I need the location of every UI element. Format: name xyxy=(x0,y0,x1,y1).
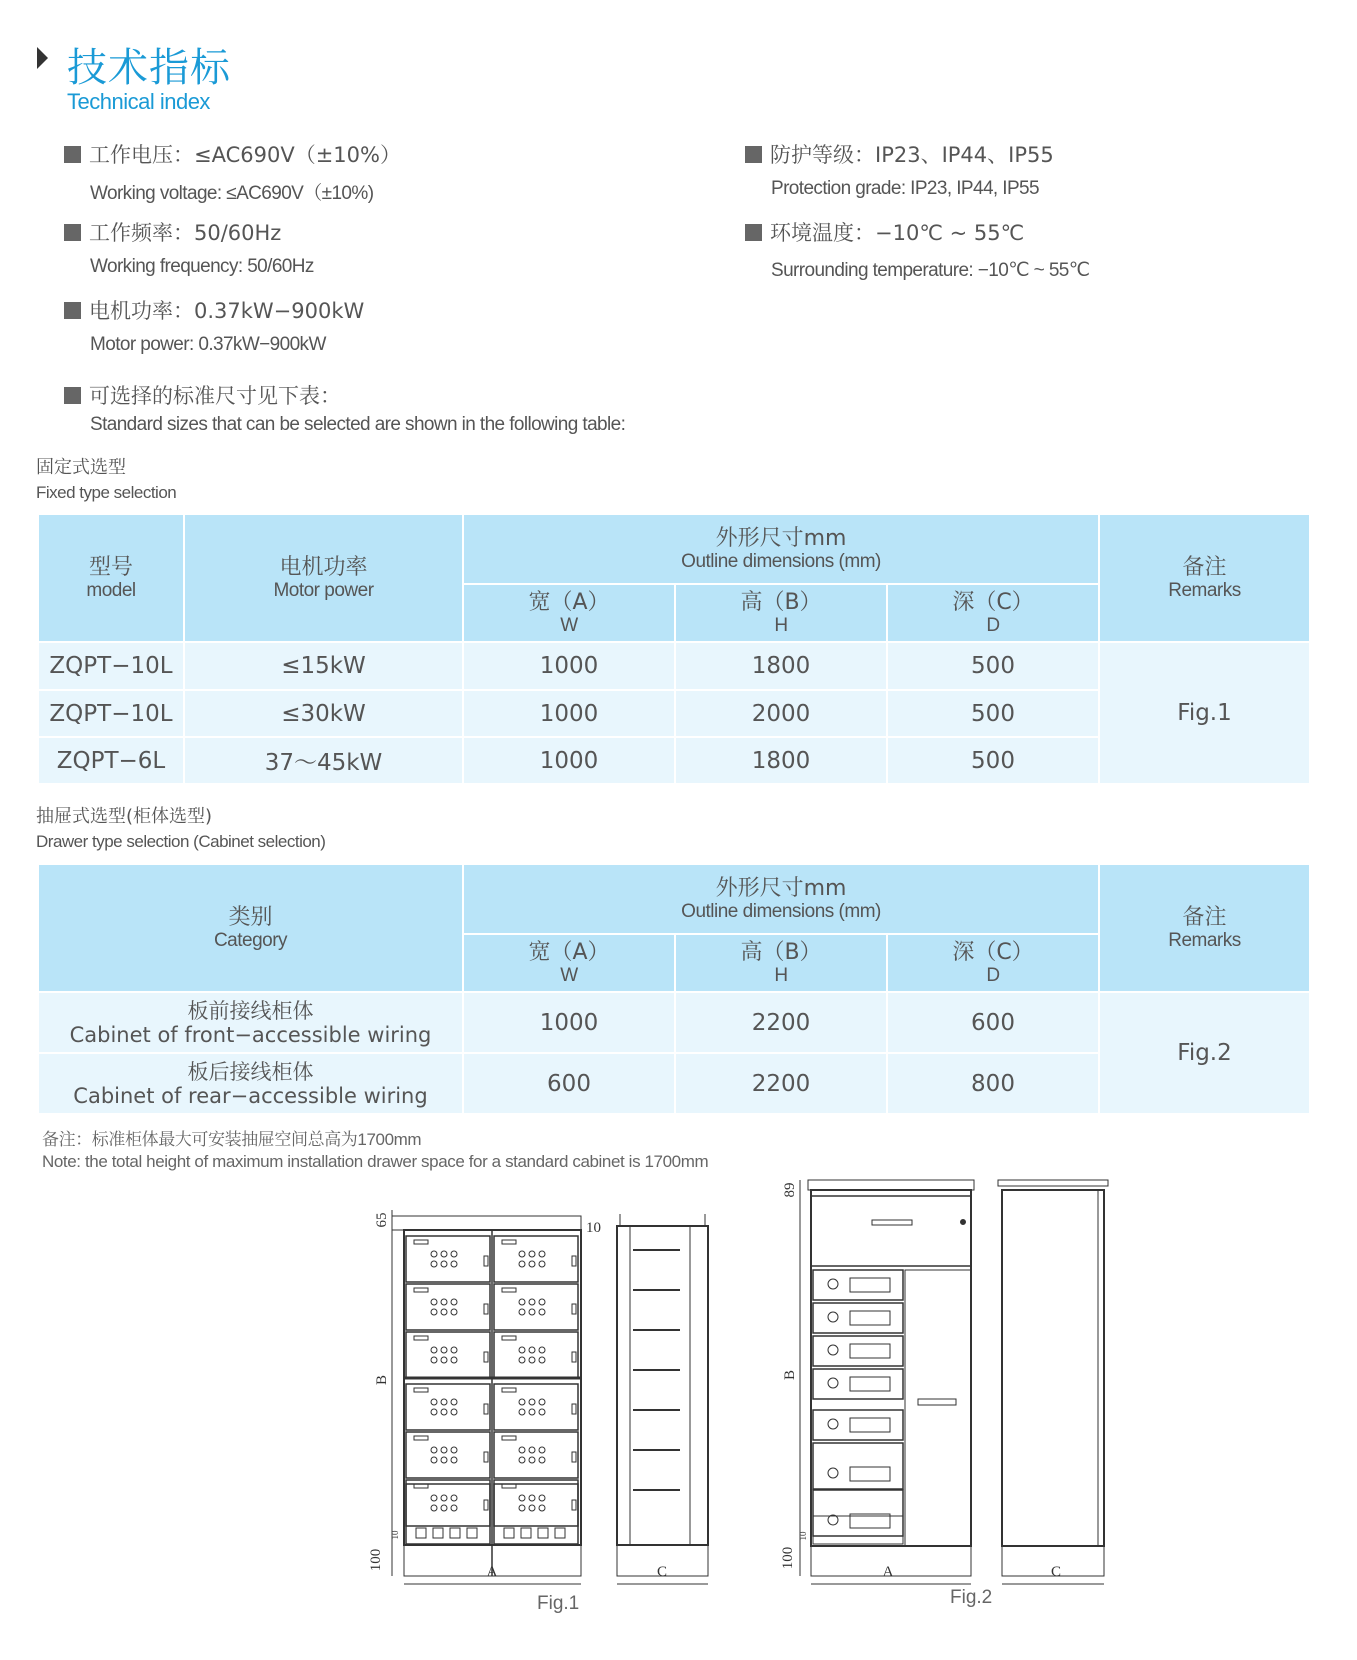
spec-motor-power-en: Motor power: 0.37kW−900kW xyxy=(90,334,326,355)
drawer-handle xyxy=(484,1304,488,1314)
drawer-handle xyxy=(484,1500,488,1510)
spec-protection: 防护等级：IP23、IP44、IP55 xyxy=(745,139,1054,169)
indicator-icon xyxy=(519,1299,525,1305)
top-plate xyxy=(808,1180,974,1190)
spec-frequency-en: Working frequency: 50/60Hz xyxy=(90,256,314,277)
drawer-handle xyxy=(572,1500,576,1510)
button-icon xyxy=(451,1409,457,1415)
button-icon xyxy=(529,1409,535,1415)
cable-door xyxy=(905,1270,971,1546)
indicator-icon xyxy=(539,1447,545,1453)
button-icon xyxy=(451,1261,457,1267)
page-subtitle: Technical index xyxy=(67,89,210,114)
drawer-handle xyxy=(484,1256,488,1266)
button-icon xyxy=(529,1457,535,1463)
indicator-icon xyxy=(451,1495,457,1501)
button-icon xyxy=(529,1261,535,1267)
fig1-dim-depth: C xyxy=(656,1564,668,1580)
cell-power: ≤15kW xyxy=(184,642,463,690)
header-depth: 深（C） D xyxy=(887,934,1099,992)
indicator-icon xyxy=(519,1347,525,1353)
indicator-icon xyxy=(451,1399,457,1405)
header-outline-dimensions: 外形尺寸mm Outline dimensions (mm) xyxy=(463,864,1099,934)
indicator-icon xyxy=(431,1347,437,1353)
drawer-unit xyxy=(813,1443,903,1489)
spec-protection-en: Protection grade: IP23, IP44, IP55 xyxy=(771,178,1039,199)
fig2-dim-small: 10 xyxy=(798,1531,808,1541)
bullet-square-icon xyxy=(64,387,81,404)
fig2-dim-top: 89 xyxy=(782,1182,798,1198)
button-icon xyxy=(529,1505,535,1511)
drawer-unit xyxy=(494,1432,578,1478)
header-height: 高（B） H xyxy=(675,934,887,992)
header-width: 宽（A） W xyxy=(463,934,675,992)
cell-height: 1800 xyxy=(675,642,887,690)
button-icon xyxy=(539,1261,545,1267)
vent-slot xyxy=(555,1528,565,1538)
cell-category: 板前接线柜体 Cabinet of front−accessible wiring xyxy=(38,992,463,1053)
indicator-icon xyxy=(451,1251,457,1257)
indicator-icon xyxy=(529,1495,535,1501)
button-icon xyxy=(539,1505,545,1511)
button-icon xyxy=(431,1309,437,1315)
drawer-handle xyxy=(484,1352,488,1362)
cell-category: 板后接线柜体 Cabinet of rear−accessible wiring xyxy=(38,1053,463,1114)
spec-motor-power: 电机功率：0.37kW−900kW xyxy=(64,295,364,325)
cell-height: 2200 xyxy=(675,1053,887,1114)
header-outline-dimensions: 外形尺寸mm Outline dimensions (mm) xyxy=(463,514,1099,584)
button-icon xyxy=(451,1309,457,1315)
page-title: 技术指标 xyxy=(67,45,231,91)
button-icon xyxy=(441,1409,447,1415)
indicator-icon xyxy=(519,1251,525,1257)
cell-height: 2000 xyxy=(675,690,887,737)
indicator-icon xyxy=(519,1495,525,1501)
cell-width: 1000 xyxy=(463,737,675,784)
drawer-meter xyxy=(850,1344,890,1358)
indicator-icon xyxy=(441,1447,447,1453)
button-icon xyxy=(431,1357,437,1363)
bullet-square-icon xyxy=(64,224,81,241)
cell-depth: 500 xyxy=(887,737,1099,784)
cell-model: ZQPT−10L xyxy=(38,642,184,690)
drawer-switch-icon xyxy=(828,1279,838,1289)
spec-temperature: 环境温度：−10℃ ~ 55℃ xyxy=(745,217,1024,247)
drawer-unit xyxy=(406,1284,490,1330)
indicator-icon xyxy=(441,1251,447,1257)
fig2-dim-base: 100 xyxy=(780,1546,796,1570)
header-width: 宽（A） W xyxy=(463,584,675,642)
drawer-handle xyxy=(484,1452,488,1462)
drawer-label xyxy=(414,1388,428,1392)
drawer-switch-icon xyxy=(828,1378,838,1388)
fig1-dim-small: 10 xyxy=(390,1530,400,1540)
top-plate xyxy=(998,1180,1108,1186)
button-icon xyxy=(441,1309,447,1315)
cell-model: ZQPT−6L xyxy=(38,737,184,784)
drawer-unit xyxy=(813,1490,903,1536)
button-icon xyxy=(519,1409,525,1415)
fig2-dim-width: A xyxy=(882,1564,894,1580)
button-icon xyxy=(539,1309,545,1315)
button-icon xyxy=(451,1457,457,1463)
drawer-unit xyxy=(406,1236,490,1282)
fig1-dim-top: 65 xyxy=(374,1212,390,1228)
indicator-icon xyxy=(431,1399,437,1405)
spec-standard-sizes: 可选择的标准尺寸见下表： xyxy=(64,380,341,410)
cabinet-side xyxy=(617,1226,708,1545)
drawer-switch-icon xyxy=(828,1345,838,1355)
vent-slot xyxy=(521,1528,531,1538)
section-arrow-icon xyxy=(37,47,48,69)
fig1-dim-gap: 10 xyxy=(586,1220,601,1236)
note-en: Note: the total height of maximum installation drawer space for a standard cabinet is 1700mm xyxy=(42,1152,709,1171)
indicator-icon xyxy=(539,1299,545,1305)
header-motor-power: 电机功率 Motor power xyxy=(184,514,463,642)
spec-frequency: 工作频率：50/60Hz xyxy=(64,217,281,247)
spec-standard-sizes-en: Standard sizes that can be selected are shown in the following table: xyxy=(90,414,626,435)
button-icon xyxy=(519,1505,525,1511)
indicator-icon xyxy=(529,1251,535,1257)
button-icon xyxy=(529,1357,535,1363)
drawer-unit xyxy=(494,1236,578,1282)
cell-width: 1000 xyxy=(463,992,675,1053)
fixed-section-subtitle: Fixed type selection xyxy=(36,483,177,502)
indicator-icon xyxy=(441,1399,447,1405)
drawer-meter xyxy=(850,1311,890,1325)
button-icon xyxy=(539,1409,545,1415)
drawer-unit xyxy=(494,1480,578,1526)
vent-slot xyxy=(450,1528,460,1538)
drawer-unit xyxy=(494,1384,578,1430)
header-height: 高（B） H xyxy=(675,584,887,642)
door-handle xyxy=(918,1399,956,1405)
indicator-icon xyxy=(431,1251,437,1257)
bullet-square-icon xyxy=(64,146,81,163)
drawer-label xyxy=(502,1388,516,1392)
cell-remark: Fig.2 xyxy=(1099,992,1310,1114)
fig2-caption: Fig.2 xyxy=(950,1587,993,1608)
button-icon xyxy=(431,1457,437,1463)
note-cn: 备注：标准柜体最大可安装抽屉空间总高为1700mm xyxy=(42,1130,422,1149)
cell-width: 1000 xyxy=(463,642,675,690)
indicator-icon xyxy=(539,1347,545,1353)
header-remarks: 备注 Remarks xyxy=(1099,514,1310,642)
top-plate xyxy=(392,1216,581,1230)
vent-slot xyxy=(467,1528,477,1538)
cell-height: 1800 xyxy=(675,737,887,784)
fig1-drawing xyxy=(392,1210,708,1584)
button-icon xyxy=(451,1357,457,1363)
drawer-label xyxy=(502,1436,516,1440)
drawer-label xyxy=(414,1288,428,1292)
button-icon xyxy=(441,1457,447,1463)
table-row xyxy=(38,642,1310,690)
cell-model: ZQPT−10L xyxy=(38,690,184,737)
drawer-meter xyxy=(850,1418,890,1432)
cell-power: ≤30kW xyxy=(184,690,463,737)
indicator-icon xyxy=(451,1447,457,1453)
header-depth: 深（C） D xyxy=(887,584,1099,642)
button-icon xyxy=(441,1357,447,1363)
drawer-unit xyxy=(494,1332,578,1378)
fig1-dim-base: 100 xyxy=(368,1548,384,1572)
button-icon xyxy=(539,1357,545,1363)
drawer-switch-icon xyxy=(828,1468,838,1478)
drawer-label xyxy=(502,1336,516,1340)
fig2-dim-depth: C xyxy=(1050,1564,1062,1580)
button-icon xyxy=(431,1261,437,1267)
indicator-icon xyxy=(441,1495,447,1501)
vent-slot xyxy=(433,1528,443,1538)
button-icon xyxy=(539,1457,545,1463)
indicator-icon xyxy=(431,1495,437,1501)
drawer-handle xyxy=(572,1256,576,1266)
drawer-unit xyxy=(406,1480,490,1526)
indicator-icon xyxy=(441,1299,447,1305)
button-icon xyxy=(519,1357,525,1363)
drawer-label xyxy=(502,1240,516,1244)
button-icon xyxy=(431,1505,437,1511)
drawer-label xyxy=(414,1240,428,1244)
cell-remark: Fig.1 xyxy=(1099,642,1310,784)
bullet-square-icon xyxy=(745,224,762,241)
indicator-icon xyxy=(539,1399,545,1405)
drawer-unit xyxy=(406,1332,490,1378)
button-icon xyxy=(519,1261,525,1267)
fig1-dim-width: A xyxy=(486,1564,498,1580)
indicator-icon xyxy=(539,1251,545,1257)
cell-depth: 500 xyxy=(887,690,1099,737)
indicator-icon xyxy=(529,1399,535,1405)
drawer-type-table xyxy=(37,863,1311,1115)
vent-slot xyxy=(416,1528,426,1538)
fixed-type-table xyxy=(37,513,1311,785)
fig1-dim-height: B xyxy=(374,1374,390,1386)
cabinet-side xyxy=(1002,1190,1104,1546)
drawer-switch-icon xyxy=(828,1419,838,1429)
indicator-icon xyxy=(431,1447,437,1453)
cell-power: 37～45kW xyxy=(184,737,463,784)
vent-slot xyxy=(504,1528,514,1538)
drawer-handle xyxy=(484,1404,488,1414)
spec-temperature-en: Surrounding temperature: −10℃ ~ 55℃ xyxy=(771,260,1090,281)
table-row xyxy=(38,992,1310,1053)
button-icon xyxy=(451,1505,457,1511)
header-model: 型号 model xyxy=(38,514,184,642)
drawer-meter xyxy=(850,1467,890,1481)
drawer-section-title: 抽屉式选型(柜体选型) xyxy=(36,806,213,827)
cell-depth: 600 xyxy=(887,992,1099,1053)
fixed-section-title: 固定式选型 xyxy=(36,457,126,478)
drawer-unit xyxy=(494,1284,578,1330)
cell-width: 600 xyxy=(463,1053,675,1114)
cell-height: 2200 xyxy=(675,992,887,1053)
vent-slot xyxy=(538,1528,548,1538)
button-icon xyxy=(529,1309,535,1315)
spec-voltage: 工作电压：≤AC690V（±10%） xyxy=(64,139,401,169)
button-icon xyxy=(519,1457,525,1463)
indicator-icon xyxy=(519,1447,525,1453)
header-remarks: 备注 Remarks xyxy=(1099,864,1310,992)
bullet-square-icon xyxy=(745,146,762,163)
indicator-icon xyxy=(519,1399,525,1405)
drawer-handle xyxy=(572,1452,576,1462)
indicator-icon xyxy=(441,1347,447,1353)
cell-width: 1000 xyxy=(463,690,675,737)
indicator-icon xyxy=(529,1347,535,1353)
indicator-icon xyxy=(451,1299,457,1305)
drawer-label xyxy=(414,1336,428,1340)
drawer-switch-icon xyxy=(828,1312,838,1322)
drawer-handle xyxy=(572,1304,576,1314)
button-icon xyxy=(441,1505,447,1511)
cell-depth: 500 xyxy=(887,642,1099,690)
indicator-icon xyxy=(431,1299,437,1305)
drawer-unit xyxy=(406,1432,490,1478)
drawer-label xyxy=(414,1436,428,1440)
bullet-square-icon xyxy=(64,302,81,319)
drawer-label xyxy=(502,1288,516,1292)
drawer-meter xyxy=(850,1377,890,1391)
drawer-unit xyxy=(406,1384,490,1430)
drawer-section-subtitle: Drawer type selection (Cabinet selection) xyxy=(36,832,326,851)
drawer-handle xyxy=(572,1352,576,1362)
lock-icon xyxy=(961,1220,966,1225)
indicator-icon xyxy=(451,1347,457,1353)
cabinet-drawings xyxy=(0,1170,1357,1630)
drawer-handle xyxy=(572,1404,576,1414)
indicator-icon xyxy=(529,1299,535,1305)
indicator-icon xyxy=(539,1495,545,1501)
header-category: 类别 Category xyxy=(38,864,463,992)
top-compartment xyxy=(811,1196,971,1266)
cabinet-front xyxy=(811,1190,971,1546)
drawer-meter xyxy=(850,1278,890,1292)
cell-depth: 800 xyxy=(887,1053,1099,1114)
button-icon xyxy=(441,1261,447,1267)
button-icon xyxy=(519,1309,525,1315)
spec-voltage-en: Working voltage: ≤AC690V（±10%) xyxy=(90,183,374,204)
fig1-caption: Fig.1 xyxy=(537,1593,580,1614)
fig2-drawing xyxy=(800,1180,1108,1584)
indicator-icon xyxy=(529,1447,535,1453)
fig2-dim-height: B xyxy=(782,1369,798,1381)
button-icon xyxy=(431,1409,437,1415)
top-handle xyxy=(872,1220,912,1225)
